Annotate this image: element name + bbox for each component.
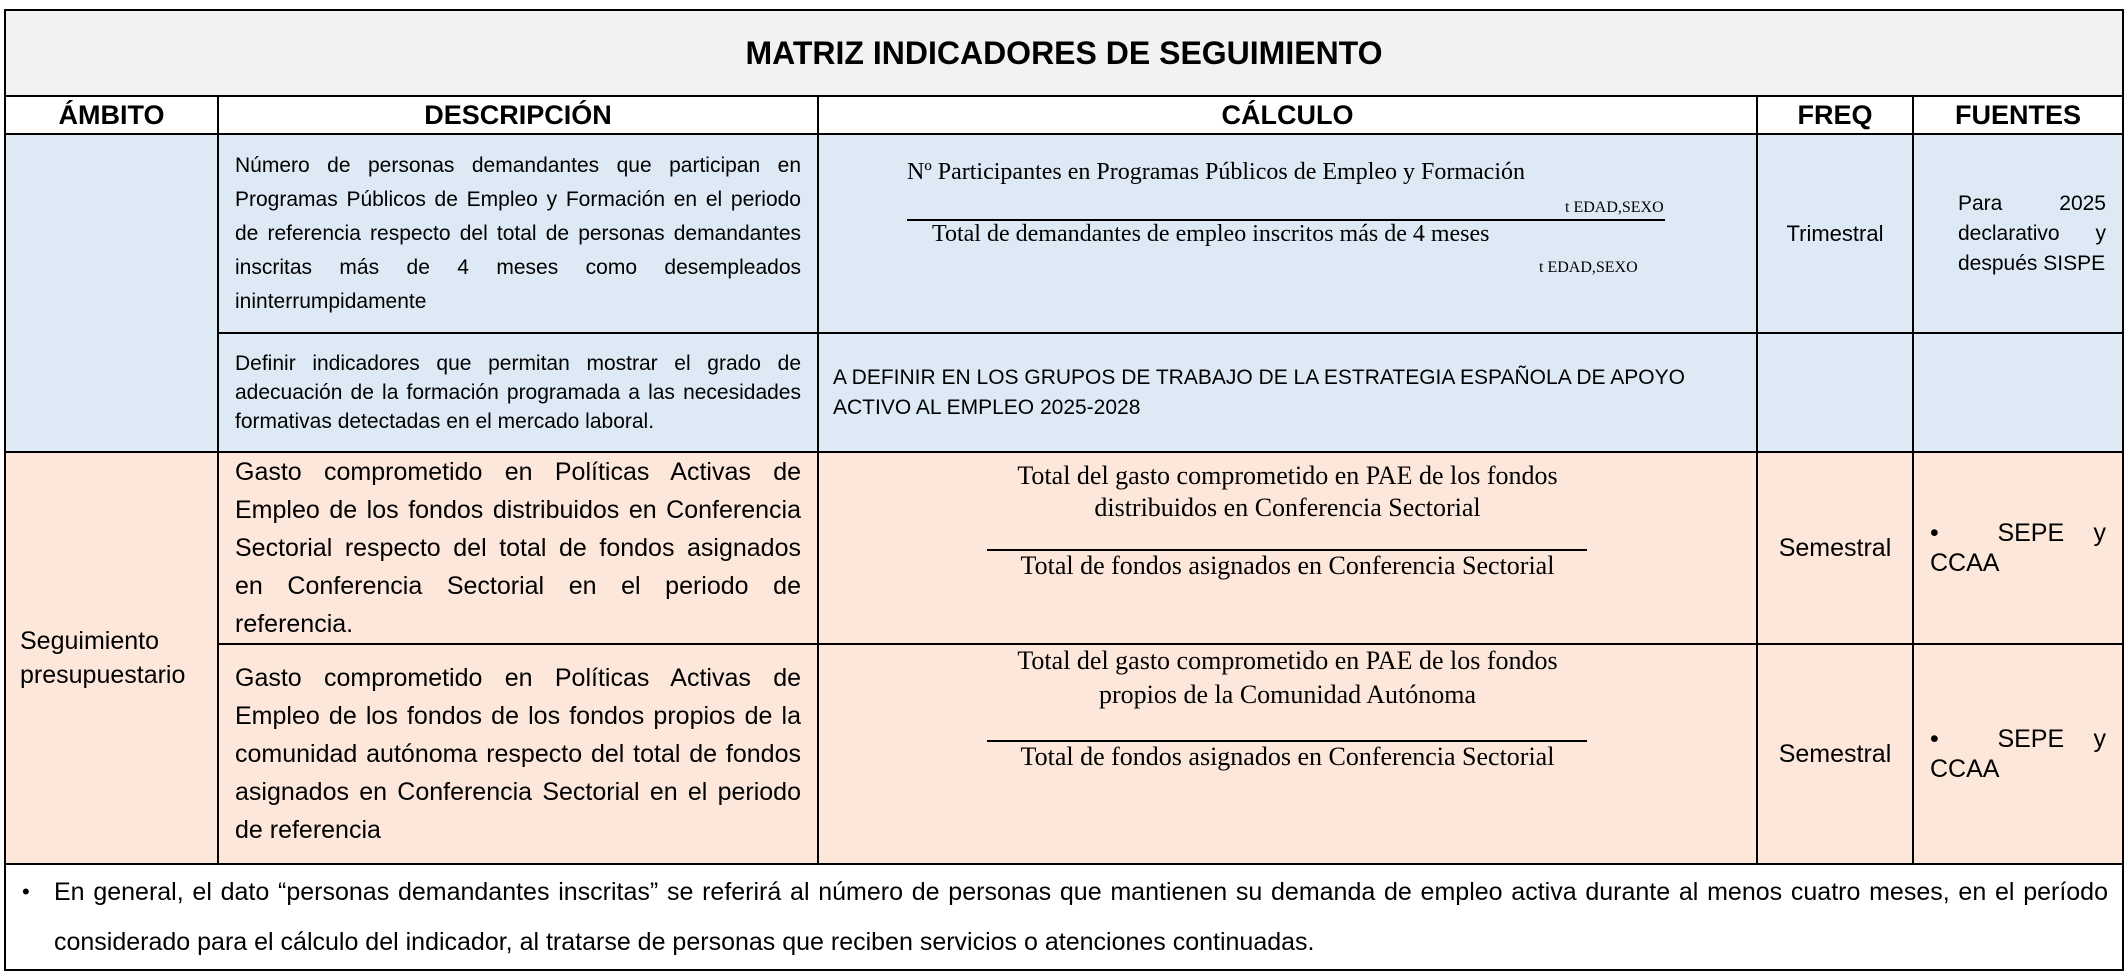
description-cell: Gasto comprometido en Políticas Activas de Empleo de los fondos de los fondos propios de la comunidad autónoma respecto del total de fondos asignados en Conferencia Sectorial en el periodo de referencia — [218, 644, 818, 864]
frequency-cell — [1757, 333, 1913, 452]
fraction-denominator: Total de fondos asignados en Conferencia Sectorial — [1020, 551, 1555, 580]
frequency-cell: Trimestral — [1757, 134, 1913, 333]
ambito-cell-empty — [5, 134, 218, 452]
fraction-numerator-line2: propios de la Comunidad Autónoma — [1099, 680, 1476, 709]
indicator-matrix — [4, 9, 2122, 955]
fraction-numerator-line1: Total del gasto comprometido en PAE de los fondos — [1017, 646, 1558, 675]
table-row — [5, 452, 2123, 644]
description-cell: Definir indicadores que permitan mostrar el grado de adecuación de la formación programada a las necesidades formativas detectadas en el mercado laboral. — [218, 333, 818, 452]
footnote-text: En general, el dato “personas demandantes inscritas” se referirá al número de personas que mantienen su demanda de empleo activa durante al menos cuatro meses, en el período considerado para el cálculo del indicador, al tratarse de personas que reciben servicios o atenciones continuadas. — [54, 878, 2108, 956]
fraction-numerator-line1: Total del gasto comprometido en PAE de los fondos — [1017, 461, 1558, 490]
header-ambito: ÁMBITO — [5, 96, 218, 134]
calculation-text-cell: A DEFINIR EN LOS GRUPOS DE TRABAJO DE LA ESTRATEGIA ESPAÑOLA DE APOYO ACTIVO AL EMPLEO 2025-2028 — [818, 333, 1757, 452]
bullet-icon: • — [1930, 725, 1998, 753]
header-fuentes: FUENTES — [1913, 96, 2123, 134]
sources-text: SEPE y CCAA — [1930, 519, 2106, 577]
header-descripcion: DESCRIPCIÓN — [218, 96, 818, 134]
fraction-numerator: Nº Participantes en Programas Públicos de Empleo y Formación — [907, 159, 1525, 185]
footnote — [5, 864, 2123, 970]
fraction-denominator: Total de demandantes de empleo inscritos más de 4 meses — [932, 221, 1490, 247]
fraction-numerator-line2: distribuidos en Conferencia Sectorial — [1094, 493, 1481, 522]
description-cell: Número de personas demandantes que participan en Programas Públicos de Empleo y Formación en el periodo de referencia respecto del total de personas demandantes inscritas más de 4 meses como desempleados ininterrumpidamente — [218, 134, 818, 333]
bullet-icon: • — [1930, 519, 1998, 547]
matrix-table — [4, 9, 2124, 971]
sources-cell — [1913, 644, 2123, 864]
calculation-cell — [818, 134, 1757, 333]
frequency-cell: Semestral — [1757, 452, 1913, 644]
ambito-cell: Seguimiento presupuestario — [5, 452, 218, 864]
fraction-formula — [819, 645, 1756, 863]
table-title: MATRIZ INDICADORES DE SEGUIMIENTO — [5, 10, 2123, 96]
calculation-cell — [818, 452, 1757, 644]
numerator-subscript: t EDAD,SEXO — [1565, 199, 1664, 216]
denominator-subscript: t EDAD,SEXO — [1539, 259, 1638, 276]
fraction-formula — [819, 135, 1756, 332]
sources-text: SEPE y CCAA — [1930, 725, 2106, 783]
sources-cell — [1913, 452, 2123, 644]
fraction-formula — [819, 460, 1756, 636]
table-row — [5, 333, 2123, 452]
sources-cell: Para 2025 declarativo y después SISPE — [1913, 134, 2123, 333]
bullet-icon: • — [22, 879, 30, 904]
table-row — [5, 134, 2123, 333]
calculation-cell — [818, 644, 1757, 864]
frequency-cell: Semestral — [1757, 644, 1913, 864]
table-row — [5, 644, 2123, 864]
header-calculo: CÁLCULO — [818, 96, 1757, 134]
description-cell: Gasto comprometido en Políticas Activas de Empleo de los fondos distribuidos en Conferencia Sectorial respecto del total de fondos asignados en Conferencia Sectorial en el periodo de referencia. — [218, 452, 818, 644]
sources-cell — [1913, 333, 2123, 452]
fraction-denominator: Total de fondos asignados en Conferencia Sectorial — [1020, 742, 1555, 771]
header-freq: FREQ — [1757, 96, 1913, 134]
